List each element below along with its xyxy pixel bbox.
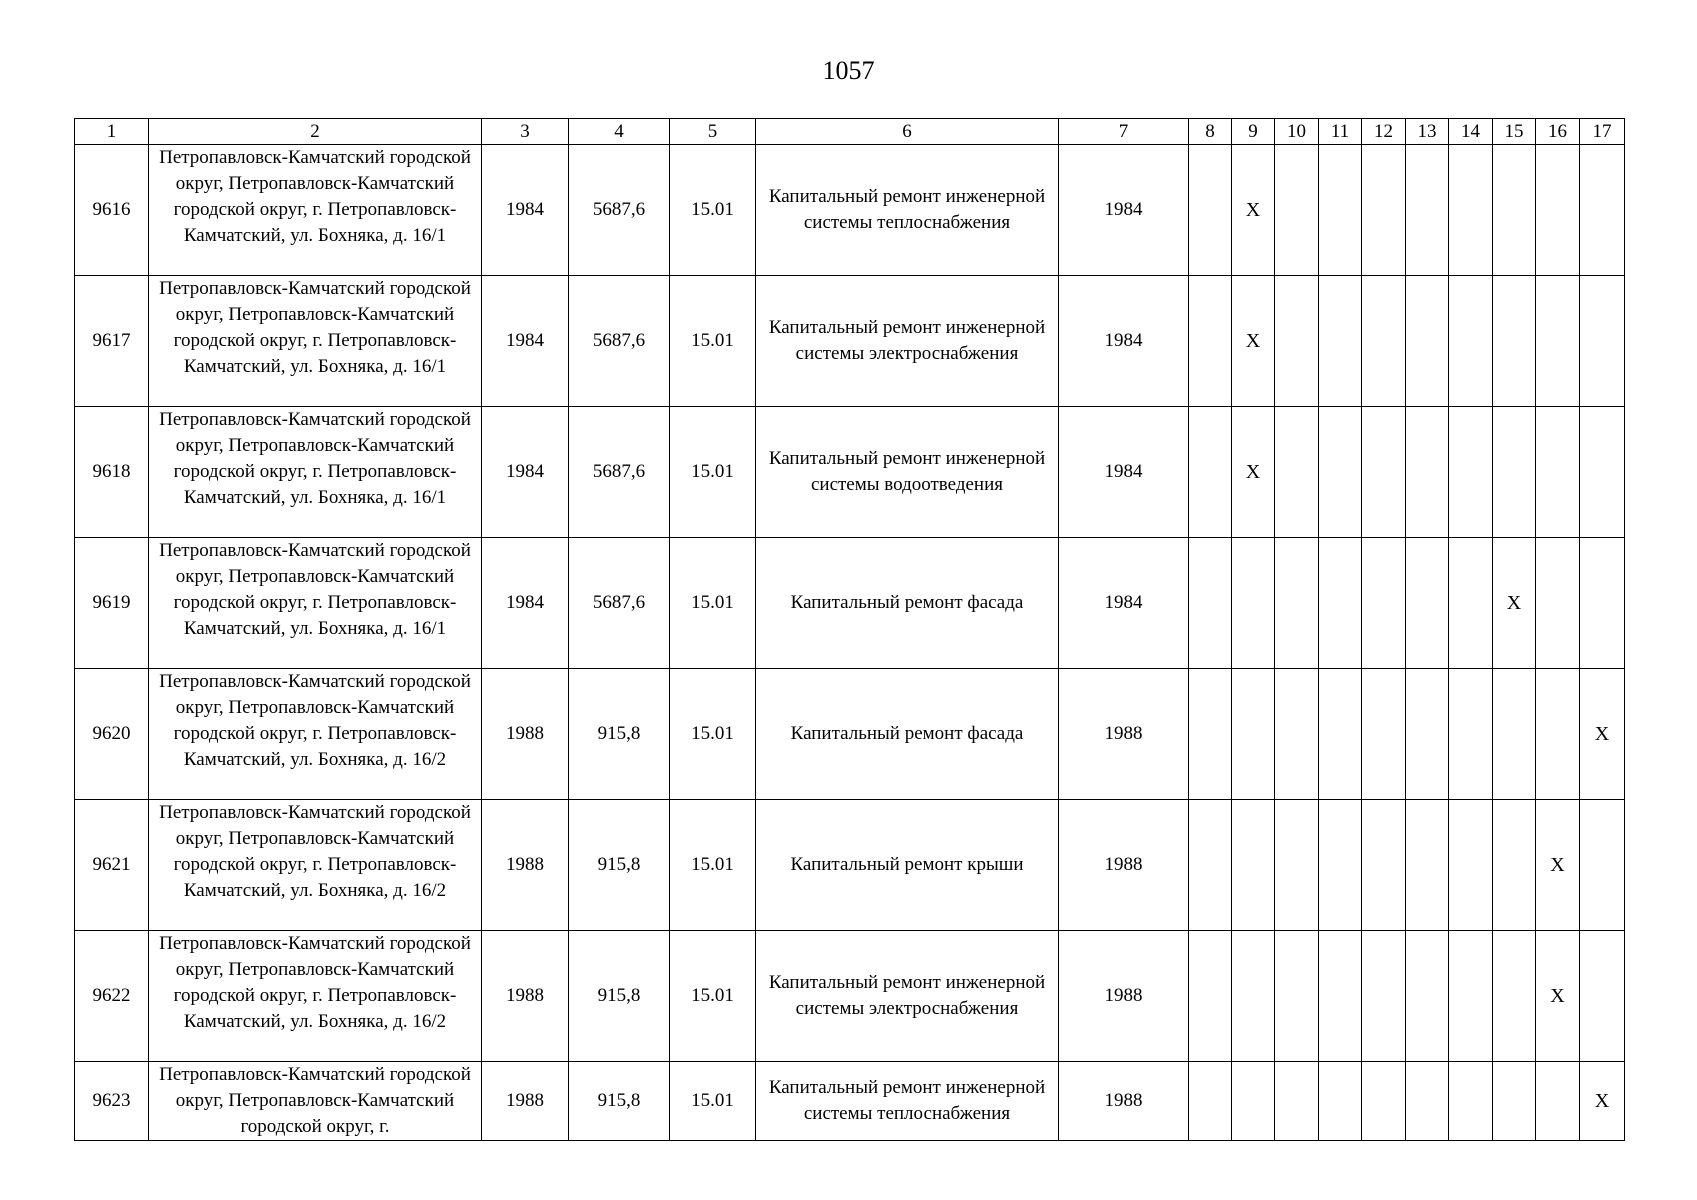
year-built-cell: 1984 <box>482 538 569 669</box>
table-row <box>75 669 1625 800</box>
address-cell: Петропавловск-Камчатский городской округ, Петропавловск-Камчатский городской округ, г. Петропавловск-Камчатский, ул. Бохняка, д. 16/2 <box>149 931 482 1062</box>
address-cell: Петропавловск-Камчатский городской округ, Петропавловск-Камчатский городской округ, г. Петропавловск-Камчатский, ул. Бохняка, д. 16/2 <box>149 669 482 800</box>
column-number-header: 8 <box>1189 119 1232 145</box>
mark-cell <box>1319 669 1362 800</box>
column-number-header: 12 <box>1362 119 1406 145</box>
year-built-cell: 1988 <box>482 800 569 931</box>
mark-cell <box>1362 1062 1406 1141</box>
address-cell: Петропавловск-Камчатский городской округ, Петропавловск-Камчатский городской округ, г. <box>149 1062 482 1141</box>
work-type-cell: Капитальный ремонт инженерной системы теплоснабжения <box>756 1062 1059 1141</box>
page-number: 1057 <box>822 56 875 85</box>
row-id-cell: 9617 <box>75 276 149 407</box>
mark-cell <box>1189 145 1232 276</box>
mark-cell <box>1319 538 1362 669</box>
mark-cell <box>1493 669 1536 800</box>
mark-cell <box>1580 145 1625 276</box>
mark-cell <box>1319 407 1362 538</box>
mark-cell <box>1493 800 1536 931</box>
mark-cell <box>1580 276 1625 407</box>
work-schedule-table <box>74 118 1625 1141</box>
mark-cell <box>1189 407 1232 538</box>
mark-cell <box>1449 407 1493 538</box>
address-cell: Петропавловск-Камчатский городской округ, Петропавловск-Камчатский городской округ, г. Петропавловск-Камчатский, ул. Бохняка, д. 16/1 <box>149 407 482 538</box>
mark-cell <box>1493 1062 1536 1141</box>
mark-cell <box>1536 407 1580 538</box>
row-id-cell: 9622 <box>75 931 149 1062</box>
work-type-cell: Капитальный ремонт инженерной системы теплоснабжения <box>756 145 1059 276</box>
mark-cell <box>1449 931 1493 1062</box>
address-cell: Петропавловск-Камчатский городской округ, Петропавловск-Камчатский городской округ, г. Петропавловск-Камчатский, ул. Бохняка, д. 16/1 <box>149 538 482 669</box>
address-cell: Петропавловск-Камчатский городской округ, Петропавловск-Камчатский городской округ, г. Петропавловск-Камчатский, ул. Бохняка, д. 16/1 <box>149 145 482 276</box>
mark-cell <box>1319 931 1362 1062</box>
column-number-header-row <box>75 119 1625 145</box>
row-id-cell: 9616 <box>75 145 149 276</box>
table-row <box>75 931 1625 1062</box>
mark-cell <box>1362 800 1406 931</box>
mark-cell <box>1275 669 1319 800</box>
mark-cell <box>1189 800 1232 931</box>
work-type-cell: Капитальный ремонт инженерной системы электроснабжения <box>756 931 1059 1062</box>
row-id-cell: 9619 <box>75 538 149 669</box>
year-planned-cell: 1984 <box>1059 276 1189 407</box>
column-number-header: 7 <box>1059 119 1189 145</box>
table-row <box>75 1062 1625 1141</box>
year-built-cell: 1988 <box>482 931 569 1062</box>
mark-cell <box>1536 1062 1580 1141</box>
mark-cell: X <box>1536 800 1580 931</box>
mark-cell <box>1536 669 1580 800</box>
column-number-header: 17 <box>1580 119 1625 145</box>
mark-cell <box>1536 145 1580 276</box>
mark-cell <box>1536 538 1580 669</box>
year-planned-cell: 1988 <box>1059 1062 1189 1141</box>
year-planned-cell: 1984 <box>1059 538 1189 669</box>
column-number-header: 10 <box>1275 119 1319 145</box>
mark-cell <box>1406 407 1449 538</box>
year-built-cell: 1988 <box>482 669 569 800</box>
column-number-header: 1 <box>75 119 149 145</box>
column-number-header: 2 <box>149 119 482 145</box>
row-id-cell: 9618 <box>75 407 149 538</box>
area-cell: 5687,6 <box>569 407 670 538</box>
mark-cell <box>1319 145 1362 276</box>
mark-cell <box>1449 276 1493 407</box>
year-built-cell: 1984 <box>482 276 569 407</box>
mark-cell <box>1275 407 1319 538</box>
mark-cell <box>1449 145 1493 276</box>
column-number-header: 14 <box>1449 119 1493 145</box>
mark-cell <box>1189 538 1232 669</box>
address-cell: Петропавловск-Камчатский городской округ, Петропавловск-Камчатский городской округ, г. Петропавловск-Камчатский, ул. Бохняка, д. 16/1 <box>149 276 482 407</box>
mark-cell <box>1362 276 1406 407</box>
mark-cell <box>1362 145 1406 276</box>
row-id-cell: 9623 <box>75 1062 149 1141</box>
year-planned-cell: 1984 <box>1059 407 1189 538</box>
mark-cell <box>1189 669 1232 800</box>
mark-cell <box>1493 276 1536 407</box>
column-number-header: 9 <box>1232 119 1275 145</box>
mark-cell <box>1275 276 1319 407</box>
mark-cell <box>1406 800 1449 931</box>
row-id-cell: 9621 <box>75 800 149 931</box>
mark-cell <box>1406 276 1449 407</box>
mark-cell <box>1189 1062 1232 1141</box>
mark-cell <box>1362 407 1406 538</box>
row-id-cell: 9620 <box>75 669 149 800</box>
mark-cell <box>1449 538 1493 669</box>
mark-cell <box>1319 1062 1362 1141</box>
mark-cell <box>1362 669 1406 800</box>
mark-cell <box>1275 931 1319 1062</box>
code-cell: 15.01 <box>670 931 756 1062</box>
work-type-cell: Капитальный ремонт фасада <box>756 669 1059 800</box>
year-built-cell: 1984 <box>482 407 569 538</box>
code-cell: 15.01 <box>670 800 756 931</box>
year-built-cell: 1988 <box>482 1062 569 1141</box>
mark-cell <box>1362 538 1406 669</box>
mark-cell <box>1449 800 1493 931</box>
column-number-header: 11 <box>1319 119 1362 145</box>
mark-cell <box>1449 1062 1493 1141</box>
year-planned-cell: 1988 <box>1059 800 1189 931</box>
code-cell: 15.01 <box>670 276 756 407</box>
work-type-cell: Капитальный ремонт фасада <box>756 538 1059 669</box>
mark-cell <box>1232 1062 1275 1141</box>
code-cell: 15.01 <box>670 1062 756 1141</box>
mark-cell <box>1319 276 1362 407</box>
table-row <box>75 407 1625 538</box>
mark-cell <box>1580 800 1625 931</box>
code-cell: 15.01 <box>670 407 756 538</box>
area-cell: 5687,6 <box>569 145 670 276</box>
mark-cell: X <box>1232 407 1275 538</box>
work-type-cell: Капитальный ремонт крыши <box>756 800 1059 931</box>
mark-cell <box>1319 800 1362 931</box>
column-number-header: 13 <box>1406 119 1449 145</box>
mark-cell: X <box>1536 931 1580 1062</box>
column-number-header: 3 <box>482 119 569 145</box>
column-number-header: 16 <box>1536 119 1580 145</box>
mark-cell <box>1493 931 1536 1062</box>
mark-cell <box>1232 800 1275 931</box>
code-cell: 15.01 <box>670 669 756 800</box>
mark-cell <box>1406 669 1449 800</box>
area-cell: 5687,6 <box>569 538 670 669</box>
mark-cell <box>1536 276 1580 407</box>
table-row <box>75 538 1625 669</box>
mark-cell <box>1493 145 1536 276</box>
column-number-header: 4 <box>569 119 670 145</box>
year-built-cell: 1984 <box>482 145 569 276</box>
area-cell: 915,8 <box>569 669 670 800</box>
mark-cell <box>1232 669 1275 800</box>
area-cell: 915,8 <box>569 931 670 1062</box>
mark-cell <box>1189 276 1232 407</box>
column-number-header: 15 <box>1493 119 1536 145</box>
mark-cell <box>1406 145 1449 276</box>
mark-cell <box>1406 1062 1449 1141</box>
year-planned-cell: 1988 <box>1059 669 1189 800</box>
mark-cell <box>1232 538 1275 669</box>
area-cell: 5687,6 <box>569 276 670 407</box>
mark-cell: X <box>1580 669 1625 800</box>
mark-cell <box>1189 931 1232 1062</box>
mark-cell <box>1406 931 1449 1062</box>
mark-cell: X <box>1493 538 1536 669</box>
work-type-cell: Капитальный ремонт инженерной системы электроснабжения <box>756 276 1059 407</box>
mark-cell <box>1275 800 1319 931</box>
code-cell: 15.01 <box>670 145 756 276</box>
column-number-header: 5 <box>670 119 756 145</box>
mark-cell <box>1275 145 1319 276</box>
mark-cell <box>1362 931 1406 1062</box>
mark-cell <box>1406 538 1449 669</box>
area-cell: 915,8 <box>569 1062 670 1141</box>
table-row <box>75 276 1625 407</box>
mark-cell: X <box>1232 276 1275 407</box>
mark-cell: X <box>1232 145 1275 276</box>
year-planned-cell: 1988 <box>1059 931 1189 1062</box>
area-cell: 915,8 <box>569 800 670 931</box>
table-row <box>75 800 1625 931</box>
mark-cell <box>1449 669 1493 800</box>
mark-cell <box>1580 407 1625 538</box>
address-cell: Петропавловск-Камчатский городской округ, Петропавловск-Камчатский городской округ, г. Петропавловск-Камчатский, ул. Бохняка, д. 16/2 <box>149 800 482 931</box>
work-type-cell: Капитальный ремонт инженерной системы водоотведения <box>756 407 1059 538</box>
column-number-header: 6 <box>756 119 1059 145</box>
mark-cell <box>1275 1062 1319 1141</box>
table-row <box>75 145 1625 276</box>
code-cell: 15.01 <box>670 538 756 669</box>
mark-cell <box>1493 407 1536 538</box>
mark-cell: X <box>1580 1062 1625 1141</box>
mark-cell <box>1275 538 1319 669</box>
year-planned-cell: 1984 <box>1059 145 1189 276</box>
mark-cell <box>1232 931 1275 1062</box>
mark-cell <box>1580 538 1625 669</box>
mark-cell <box>1580 931 1625 1062</box>
